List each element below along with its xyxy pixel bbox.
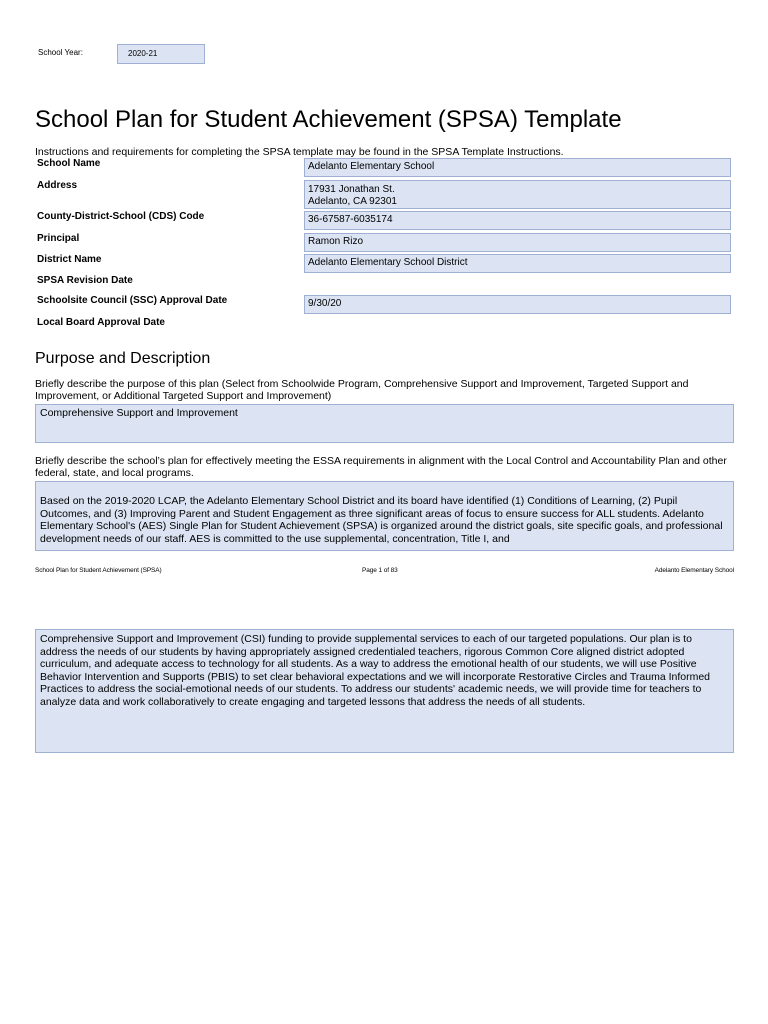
- cds-code-label: County-District-School (CDS) Code: [37, 211, 205, 222]
- ssc-approval-date-label: Schoolsite Council (SSC) Approval Date: [37, 295, 228, 306]
- footer-right: Adelanto Elementary School: [654, 567, 734, 574]
- cds-code-field[interactable]: 36-67587-6035174: [304, 211, 731, 230]
- purpose-answer-field[interactable]: Comprehensive Support and Improvement: [35, 404, 734, 443]
- page-title: School Plan for Student Achievement (SPSA) Template: [35, 106, 622, 133]
- school-name-label: School Name: [37, 158, 101, 169]
- plan-answer-field[interactable]: Based on the 2019-2020 LCAP, the Adelanto Elementary School District and its board have identified (1) Conditions of Learning, (2) Pupil Outcomes, and (3) Improving Parent and Student Engagement as three significant areas of focus to ensure success for ALL students. Adelanto Elementary School's (AES) Single Plan for Student Achievement (SPSA) is organized around the district goals, site specific goals, and professional development needs of our staff. AES is committed to the use supplemental, concentration, Title I, and: [35, 481, 734, 551]
- board-approval-date-label: Local Board Approval Date: [37, 317, 165, 328]
- address-label: Address: [37, 180, 78, 191]
- school-name-field[interactable]: Adelanto Elementary School: [304, 158, 731, 177]
- plan-prompt: Briefly describe the school’s plan for effectively meeting the ESSA requirements in alignment with the Local Control and Accountability Plan and other federal, state, and local programs.: [35, 455, 727, 479]
- footer-left: School Plan for Student Achievement (SPSA): [35, 567, 162, 574]
- plan-answer-continuation-field[interactable]: Comprehensive Support and Improvement (CSI) funding to provide supplemental services to each of our targeted populations. Our plan is to address the needs of our students by having appropriately assigned credentialed teachers, rigorous Common Core aligned district adopted curriculum, and adequate access to technology for all students. As a way to address the emotional health of our students, we will use Positive Behavior Intervention and Supports (PBIS) to set clear behavioral expectations and we will incorporate Restorative Circles and Trauma Informed Practices to address the social-emotional needs of our students. To address our students' academic needs, we will provide time for teachers to analyze data and work collaboratively to create engaging and targeted lessons that address the needs of all students.: [35, 629, 734, 753]
- purpose-heading: Purpose and Description: [35, 350, 211, 367]
- ssc-approval-date-field[interactable]: 9/30/20: [304, 295, 731, 314]
- revision-date-label: SPSA Revision Date: [37, 275, 133, 286]
- principal-label: Principal: [37, 233, 80, 244]
- school-year-label: School Year:: [38, 48, 83, 57]
- purpose-prompt: Briefly describe the purpose of this plan (Select from Schoolwide Program, Comprehensive Support and Improvement, Targeted Support and Improvement, or Additional Targeted Support and Improvement): [35, 378, 689, 402]
- instructions-text: Instructions and requirements for completing the SPSA template may be found in the SPSA Template Instructions.: [35, 146, 564, 158]
- footer-page-number: Page 1 of 83: [362, 567, 398, 574]
- address-field[interactable]: 17931 Jonathan St. Adelanto, CA 92301: [304, 180, 731, 209]
- district-name-field[interactable]: Adelanto Elementary School District: [304, 254, 731, 273]
- school-year-field[interactable]: 2020-21: [117, 44, 205, 64]
- district-name-label: District Name: [37, 254, 102, 265]
- principal-field[interactable]: Ramon Rizo: [304, 233, 731, 252]
